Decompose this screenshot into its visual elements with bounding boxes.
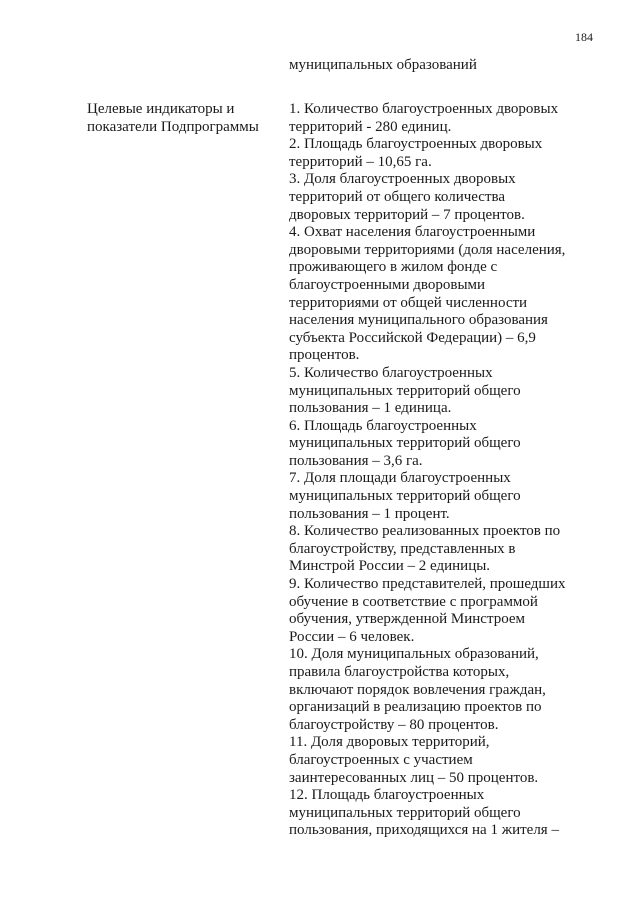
indicator-line: обучение в соответствие с программой [289, 593, 538, 610]
indicator-item-6 [289, 418, 589, 471]
indicator-item-2 [289, 136, 589, 171]
indicator-line: благоустройству, представленных в [289, 540, 516, 557]
indicator-item-9 [289, 576, 589, 646]
indicator-line: пользования – 1 единица. [289, 400, 452, 417]
indicator-line: 1. Количество благоустроенных дворовых [289, 101, 559, 117]
indicator-line: территорий - 280 единиц. [289, 118, 452, 135]
indicator-item-8 [289, 523, 589, 576]
indicators-list [289, 101, 589, 840]
indicator-line: благоустройству – 80 процентов. [289, 716, 499, 733]
indicator-line: 12. Площадь благоустроенных [289, 787, 485, 804]
indicator-line: территориями от общей численности [289, 294, 528, 311]
indicator-item-4 [289, 224, 589, 365]
indicator-line: включают порядок вовлечения граждан, [289, 681, 546, 698]
section-label-line: показатели Подпрограммы [87, 118, 259, 135]
indicator-line: процентов. [289, 347, 360, 364]
continuation-text: муниципальных образований [289, 57, 477, 73]
indicator-line: пользования – 1 процент. [289, 505, 450, 522]
indicator-line: 4. Охват населения благоустроенными [289, 224, 536, 241]
indicator-line: муниципальных территорий общего [289, 382, 521, 399]
page-number: 184 [575, 30, 593, 44]
indicator-line: заинтересованных лиц – 50 процентов. [289, 769, 539, 786]
section-label [87, 101, 282, 136]
indicator-line: пользования – 3,6 га. [289, 452, 423, 469]
indicator-line: муниципальных территорий общего [289, 488, 521, 505]
indicator-line: территорий от общего количества [289, 188, 506, 205]
indicator-line: дворовых территорий – 7 процентов. [289, 206, 525, 223]
indicator-line: проживающего в жилом фонде с [289, 259, 498, 276]
indicator-line: 10. Доля муниципальных образований, [289, 646, 539, 663]
indicator-line: благоустроенными дворовыми [289, 276, 486, 293]
indicator-line: благоустроенных с участием [289, 751, 473, 768]
indicator-item-10 [289, 646, 589, 734]
indicator-line: 9. Количество представителей, прошедших [289, 576, 566, 593]
indicator-line: 5. Количество благоустроенных [289, 364, 493, 381]
indicator-line: населения муниципального образования [289, 312, 548, 329]
indicator-item-11 [289, 734, 589, 787]
indicator-line: 3. Доля благоустроенных дворовых [289, 171, 516, 188]
indicator-item-5 [289, 365, 589, 418]
indicator-item-1 [289, 101, 589, 136]
indicator-line: 8. Количество реализованных проектов по [289, 523, 561, 540]
section-label-line: Целевые индикаторы и [87, 101, 235, 117]
indicator-line: Минстрой России – 2 единицы. [289, 558, 491, 575]
indicator-line: 7. Доля площади благоустроенных [289, 470, 511, 487]
indicator-item-7 [289, 470, 589, 523]
indicator-line: обучения, утвержденной Минстроем [289, 611, 526, 628]
indicator-line: пользования, приходящихся на 1 жителя – [289, 822, 559, 839]
indicator-line: муниципальных территорий общего [289, 804, 521, 821]
indicator-line: 11. Доля дворовых территорий, [289, 734, 490, 751]
indicator-line: организаций в реализацию проектов по [289, 699, 542, 716]
indicator-line: дворовыми территориями (доля населения, [289, 241, 566, 258]
indicator-line: территорий – 10,65 га. [289, 153, 432, 170]
indicator-line: субъекта Российской Федерации) – 6,9 [289, 329, 536, 346]
indicator-line: 6. Площадь благоустроенных [289, 417, 477, 434]
indicator-line: муниципальных территорий общего [289, 435, 521, 452]
indicator-line: правила благоустройства которых, [289, 664, 510, 680]
indicator-line: России – 6 человек. [289, 628, 415, 645]
indicator-item-12 [289, 787, 589, 840]
indicator-item-3 [289, 171, 589, 224]
indicator-line: 2. Площадь благоустроенных дворовых [289, 136, 543, 153]
